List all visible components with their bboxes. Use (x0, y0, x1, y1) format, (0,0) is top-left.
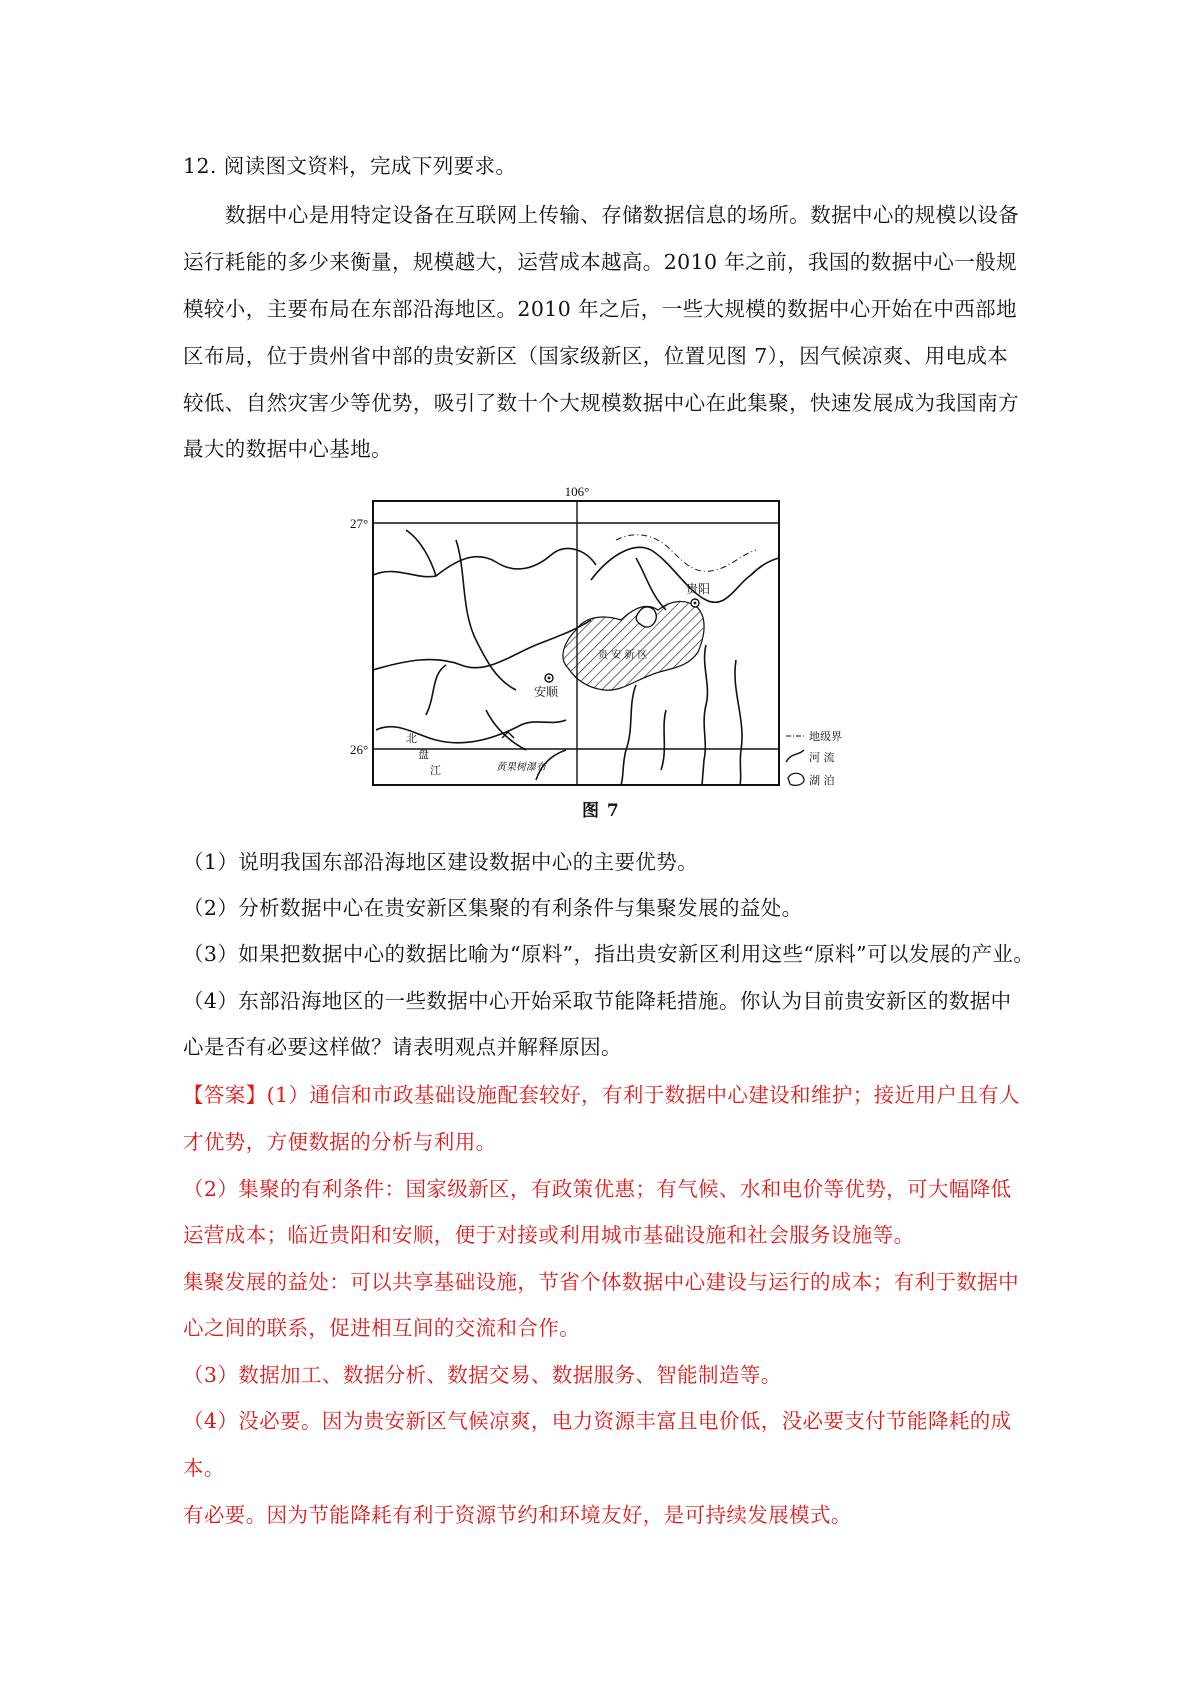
passage-line: 运行耗能的多少来衡量，规模越大，运营成本越高。2010 年之前，我国的数据中心一般规 (183, 250, 1017, 274)
answer-line: 本。 (183, 1456, 225, 1480)
answer-line: 集聚发展的益处：可以共享基础设施，节省个体数据中心建设与运行的成本；有利于数据中 (183, 1270, 1019, 1294)
waterfall-label: 黄果树瀑布 (496, 762, 546, 773)
guian-label: 贵 安 新 区 (598, 650, 648, 661)
sub-question: （4）东部沿海地区的一些数据中心开始采取节能降耗措施。你认为目前贵安新区的数据中 (183, 989, 1012, 1013)
legend-lake-label: 湖 泊 (809, 774, 835, 787)
lat-top-label: 27° (350, 516, 369, 531)
answer-line: 才优势，方便数据的分析与利用。 (183, 1130, 497, 1154)
anshun-label: 安顺 (534, 685, 559, 699)
answer-line: 有必要。因为节能降耗有利于资源节约和环境友好，是可持续发展模式。 (183, 1503, 852, 1527)
answer-line: 【答案】(1）通信和市政基础设施配套较好，有利于数据中心建设和维护；接近用户且有人 (183, 1083, 1020, 1107)
beipan-label-2: 盘 (418, 748, 429, 761)
legend-lake-symbol (788, 773, 804, 785)
legend-river-symbol (786, 750, 804, 762)
sub-question: （3）如果把数据中心的数据比喻为“原料”，指出贵安新区利用这些“原料”可以发展的产业。 (183, 942, 1035, 966)
beipan-label-1: 北 (406, 732, 417, 745)
answer-line: （4）没必要。因为贵安新区气候凉爽，电力资源丰富且电价低，没必要支付节能降耗的成 (183, 1409, 1012, 1433)
sub-question: （1）说明我国东部沿海地区建设数据中心的主要优势。 (183, 850, 699, 874)
legend-boundary-label: 地级界 (809, 730, 842, 743)
passage-line: 区布局，位于贵州省中部的贵安新区（国家级新区，位置见图 7），因气候凉爽、用电成本 (183, 344, 1009, 368)
passage-line: 最大的数据中心基地。 (183, 437, 392, 461)
passage-line: 模较小，主要布局在东部沿海地区。2010 年之后，一些大规模的数据中心开始在中西部地 (183, 297, 1017, 321)
passage-line: 数据中心是用特定设备在互联网上传输、存储数据信息的场所。数据中心的规模以设备 (225, 203, 1020, 227)
sub-question: 心是否有必要这样做？请表明观点并解释原因。 (183, 1035, 622, 1059)
lon-label: 106° (564, 484, 590, 499)
answer-line: 运营成本；临近贵阳和安顺，便于对接或利用城市基础设施和社会服务设施等。 (183, 1223, 915, 1247)
figure-caption: 图 7 (582, 801, 620, 821)
answer-line: （3）数据加工、数据分析、数据交易、数据服务、智能制造等。 (183, 1363, 782, 1387)
answer-line: （2）集聚的有利条件：国家级新区，有政策优惠；有气候、水和电价等优势，可大幅降低 (183, 1177, 1012, 1201)
lat-bottom-label: 26° (350, 742, 369, 757)
guiyang-label: 贵阳 (686, 582, 711, 596)
legend-river-label: 河 流 (809, 751, 835, 764)
question-heading: 12. 阅读图文资料，完成下列要求。 (183, 154, 517, 178)
answer-line: 心之间的联系，促进相互间的交流和合作。 (183, 1316, 581, 1340)
sub-question: （2）分析数据中心在贵安新区集聚的有利条件与集聚发展的益处。 (183, 896, 803, 920)
beipan-label-3: 江 (430, 764, 441, 777)
guian-map-figure (336, 480, 842, 830)
passage-line: 较低、自然灾害少等优势，吸引了数十个大规模数据中心在此集聚，快速发展成为我国南方 (183, 391, 1019, 415)
